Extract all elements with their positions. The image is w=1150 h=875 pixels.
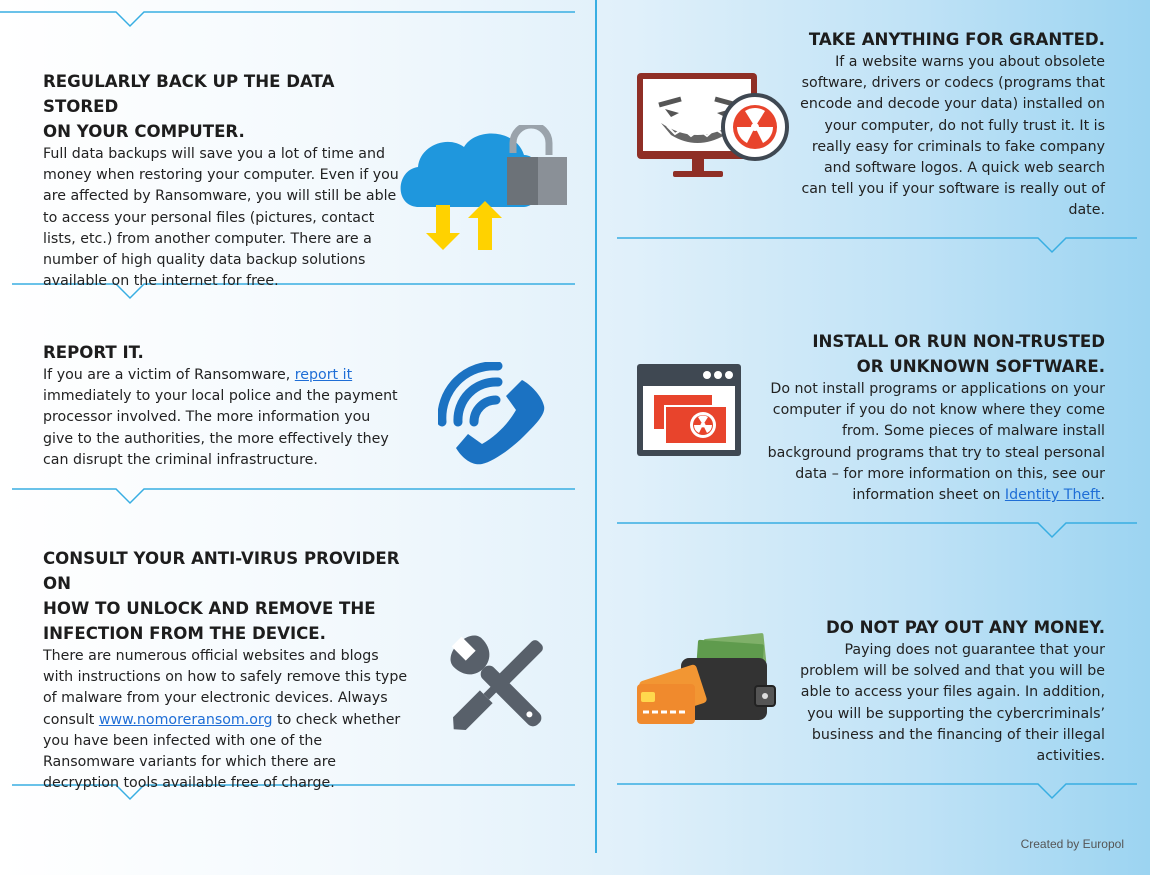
- section-title: TAKE ANYTHING FOR GRANTED.: [808, 30, 1105, 49]
- section-title: REPORT IT.: [43, 343, 144, 362]
- section-title: REGULARLY BACK UP THE DATA STORED ON YOUR COMPUTER.: [43, 72, 335, 141]
- section-granted: [800, 27, 1105, 222]
- divider: [617, 772, 1137, 792]
- section-body: Do not install programs or applications on your computer if you do not know where they come from. Some pieces of malware install background programs that try to steal personal data – for more information on this, see our information sheet on Identity Theft.: [767, 381, 1105, 504]
- section-body: Paying does not guarantee that your problem will be solved and that you will be able to access your files again. In addition, you will be supporting the cybercriminals’ business and the financing of their illegal activities.: [800, 642, 1105, 765]
- malware-window-icon: [637, 364, 743, 462]
- cloud-backup-lock-icon: [400, 125, 570, 257]
- report-it-link[interactable]: report it: [294, 367, 353, 383]
- section-body: Full data backups will save you a lot of time and money when restoring your computer. Even if you are affected by Ransomware, you will still be able to access your personal files (pictures, contact lists, etc.) from another computer. There are a number of high quality data backup solutions available on the internet for free.: [43, 146, 399, 290]
- section-money: [800, 615, 1105, 767]
- section-report: [43, 340, 403, 471]
- phone-icon: [438, 362, 550, 474]
- wallet-icon: [637, 632, 779, 734]
- section-body: There are numerous official websites and blogs with instructions on how to safely remove this type of malware from your electronic devices. Always consult www.nomoreransom.org to check whether you have been infected with one of the Ransomware variants for which there are decryption tools available free of charge.: [43, 648, 408, 792]
- credit-text: Created by Europol: [1020, 837, 1124, 851]
- nomoreransom-link[interactable]: www.nomoreransom.org: [98, 711, 273, 728]
- section-untrusted: [755, 329, 1105, 506]
- infected-monitor-icon: [637, 73, 789, 185]
- section-body: If a website warns you about obsolete software, drivers or codecs (programs that encode and decode your data) installed on your computer, do not fully trust it. It is really easy for criminals to fake company and software logos. A quick web search can tell you if your software is really out of date.: [800, 54, 1105, 219]
- section-title: INSTALL OR RUN NON-TRUSTED OR UNKNOWN SOFTWARE.: [812, 332, 1105, 376]
- section-body: If you are a victim of Ransomware, report it immediately to your local police and the payment processor involved. The more information you give to the authorities, the more effectively they can disrupt the criminal infrastructure.: [43, 367, 398, 468]
- center-divider: [595, 0, 597, 853]
- wrench-screwdriver-icon: [446, 632, 552, 740]
- section-title: CONSULT YOUR ANTI-VIRUS PROVIDER ON HOW TO UNLOCK AND REMOVE THE INFECTION FROM THE DEVICE.: [43, 549, 400, 643]
- divider: [0, 0, 575, 20]
- section-backup: [43, 69, 403, 292]
- section-title: DO NOT PAY OUT ANY MONEY.: [825, 618, 1105, 637]
- divider: [617, 226, 1137, 246]
- section-antivirus: [43, 546, 411, 794]
- divider: [617, 511, 1137, 531]
- divider: [12, 477, 575, 497]
- identity-theft-link[interactable]: Identity Theft: [1004, 487, 1101, 504]
